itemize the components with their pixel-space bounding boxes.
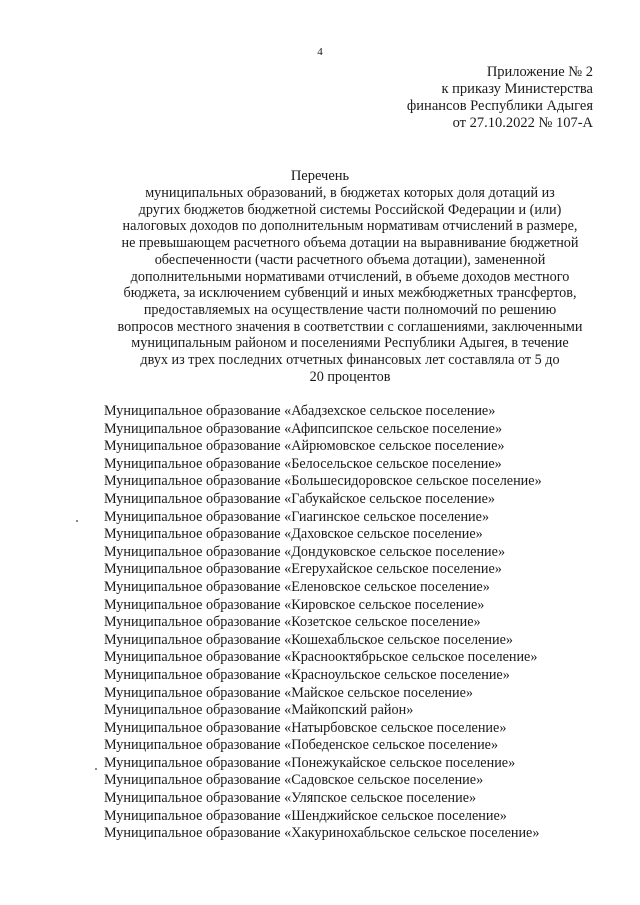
subtitle-line: не превышающем расчетного объема дотации на выравнивание бюджетной (121, 235, 579, 252)
list-item: Муниципальное образование «Большесидоровское сельское поселение» (104, 473, 542, 490)
list-item: Муниципальное образование «Егерухайское сельское поселение» (104, 561, 502, 578)
scan-speck (76, 520, 78, 522)
list-item: Муниципальное образование «Еленовское сельское поселение» (104, 578, 490, 595)
list-item: Муниципальное образование «Даховское сельское поселение» (104, 526, 483, 543)
list-item: Муниципальное образование «Победенское сельское поселение» (104, 737, 499, 754)
list-item: Муниципальное образование «Уляпское сельское поселение» (104, 790, 477, 807)
list-item: Муниципальное образование «Кировское сельское поселение» (104, 596, 485, 613)
subtitle-line: 20 процентов (309, 368, 391, 385)
list-item: Муниципальное образование «Козетское сельское поселение» (104, 614, 481, 631)
appendix-line: Приложение № 2 (486, 64, 593, 80)
scan-speck (95, 768, 97, 770)
list-item: Муниципальное образование «Красноульское сельское поселение» (104, 666, 510, 683)
list-item: Муниципальное образование «Айрюмовское сельское поселение» (104, 438, 505, 455)
list-item: Муниципальное образование «Кошехабльское сельское поселение» (104, 631, 513, 648)
municipality-list (104, 403, 624, 843)
list-item: Муниципальное образование «Натырбовское сельское поселение» (104, 719, 507, 736)
subtitle-line: муниципальных образований, в бюджетах которых доля дотаций из (145, 185, 555, 201)
list-item: Муниципальное образование «Понежукайское сельское поселение» (104, 754, 516, 771)
subtitle-line: предоставляемых на осуществление части полномочий по решению (143, 301, 557, 318)
list-item: Муниципальное образование «Белосельское сельское поселение» (104, 455, 502, 472)
appendix-line: от 27.10.2022 № 107-А (452, 115, 593, 131)
subtitle-line: дополнительными нормативами отчислений, в объеме доходов местного (130, 268, 570, 285)
list-item: Муниципальное образование «Шенджийское сельское поселение» (104, 807, 507, 824)
list-item: Муниципальное образование «Дондуковское сельское поселение» (104, 543, 506, 560)
list-item: Муниципальное образование «Хакуринохабльское сельское поселение» (104, 825, 540, 842)
list-item: Муниципальное образование «Гиагинское сельское поселение» (104, 508, 490, 525)
list-item: Муниципальное образование «Краснооктябрьское сельское поселение» (104, 649, 538, 666)
subtitle-line: двух из трех последних отчетных финансовых лет составляла от 5 до (140, 352, 560, 369)
list-item: Муниципальное образование «Майкопский район» (104, 702, 414, 719)
subtitle-line: других бюджетов бюджетной системы Российской Федерации и (или) (138, 201, 562, 218)
appendix-line: к приказу Министерства (441, 81, 593, 97)
subtitle-line: бюджета, за исключением субвенций и иных межбюджетных трансфертов, (123, 285, 577, 302)
list-item: Муниципальное образование «Абадзехское сельское поселение» (104, 403, 496, 419)
appendix-line: финансов Республики Адыгея (406, 98, 593, 114)
list-item: Муниципальное образование «Садовское сельское поселение» (104, 772, 484, 789)
page-number: 4 (317, 46, 323, 58)
list-item: Муниципальное образование «Габукайское сельское поселение» (104, 490, 495, 507)
subtitle-line: вопросов местного значения в соответствии с соглашениями, заключенными (117, 318, 583, 335)
document-title: Перечень (290, 168, 350, 184)
subtitle-line: налоговых доходов по дополнительным нормативам отчислений в размере, (122, 218, 578, 235)
list-item: Муниципальное образование «Афипсипское сельское поселение» (104, 420, 503, 437)
list-item: Муниципальное образование «Майское сельское поселение» (104, 684, 473, 701)
appendix-block (407, 64, 593, 132)
document-subtitle (95, 185, 605, 385)
subtitle-line: обеспеченности (части расчетного объема дотации), замененной (154, 251, 546, 268)
subtitle-line: муниципальным районом и поселениями Республики Адыгея, в течение (131, 335, 569, 352)
